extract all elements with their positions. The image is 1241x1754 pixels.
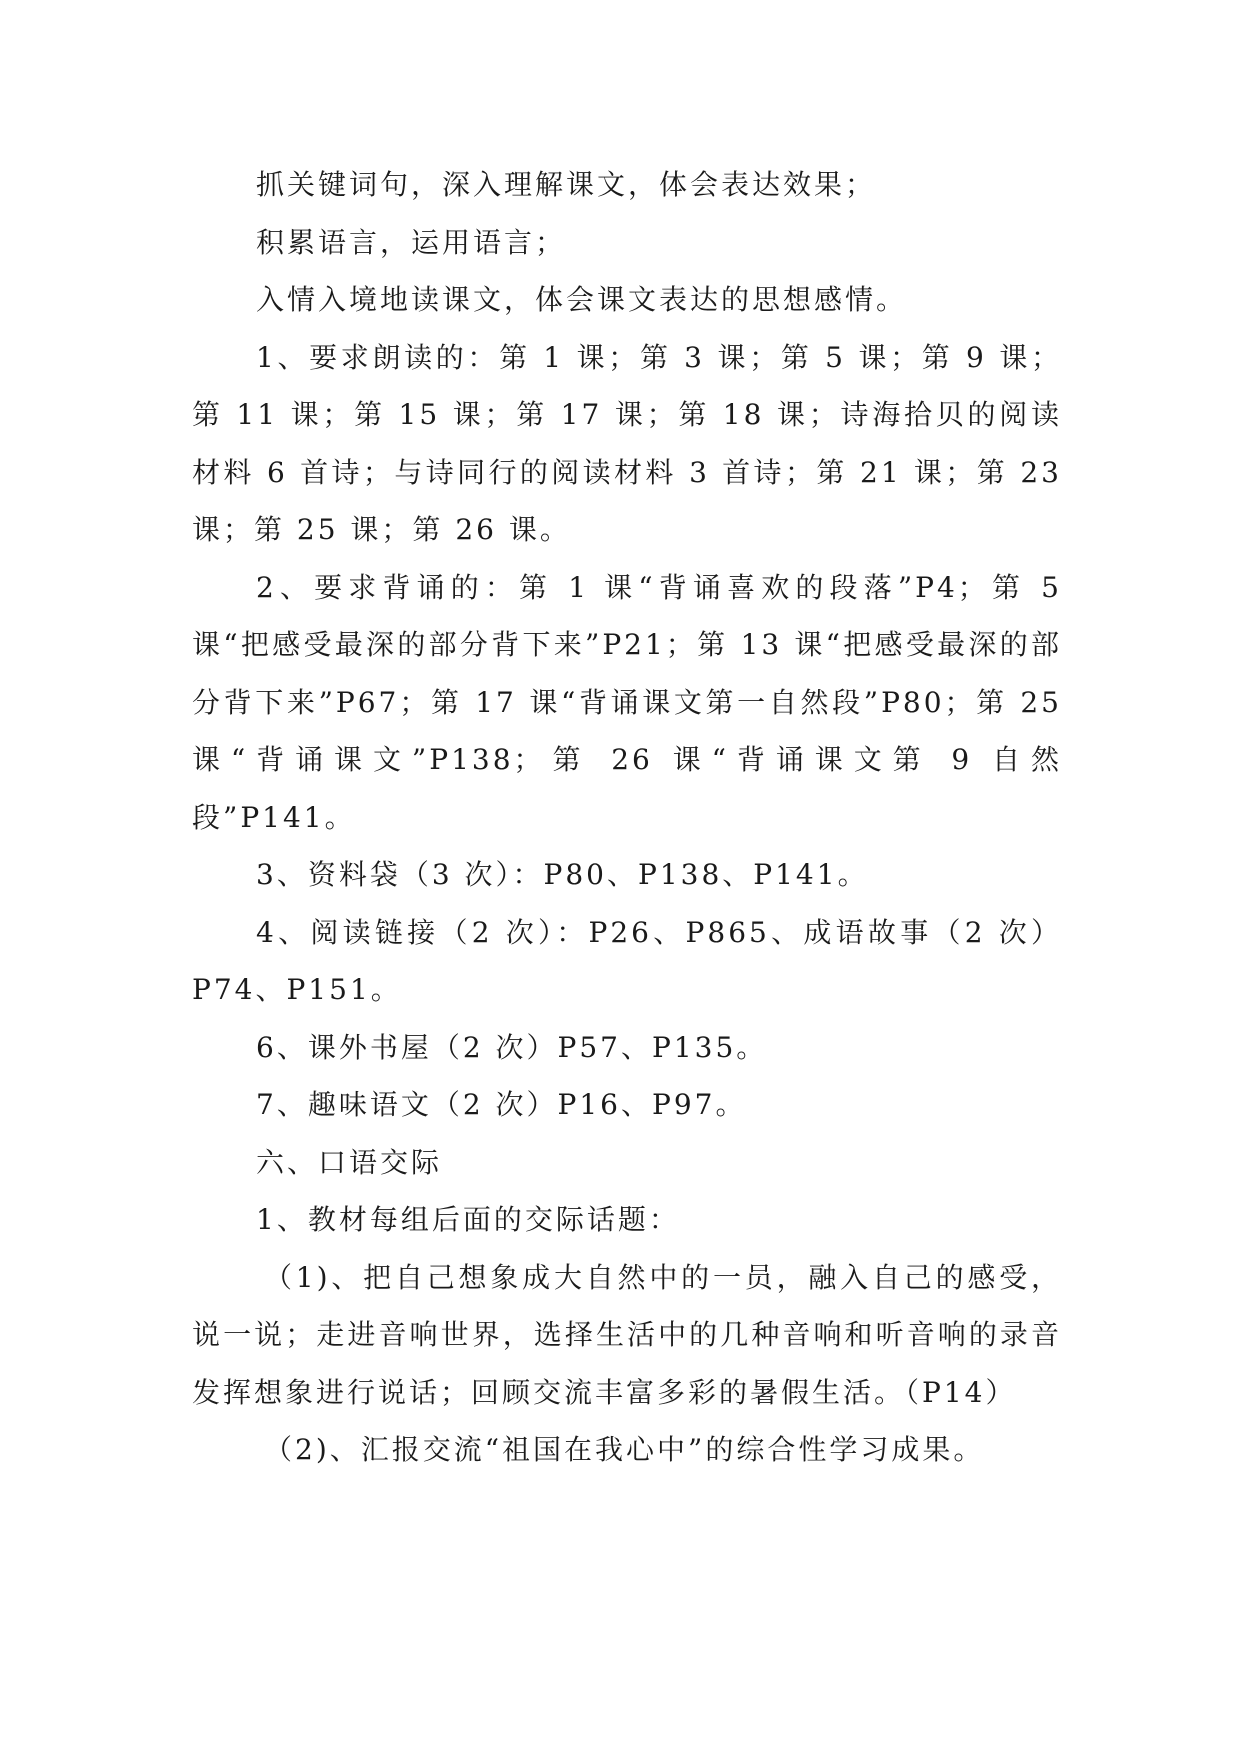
paragraph-emotional-reading: 入情入境地读课文，体会课文表达的思想感情。 — [256, 283, 908, 316]
paragraph-fun-chinese: 7、趣味语文（2 次）P16、P97。 — [256, 1088, 747, 1121]
paragraph-reading-links: 4、阅读链接（2 次）：P26、P865、成语故事（2 次）P74、P151。 — [192, 915, 1062, 1006]
document-body — [192, 156, 1062, 1479]
paragraph-read-aloud-list: 1、要求朗读的：第 1 课；第 3 课；第 5 课；第 9 课；第 11 课；第 15 课；第 17 课；第 18 课；诗海拾贝的阅读材料 6 首诗；与诗同行的阅读材料 3 首诗；第 21 课；第 23 课；第 25 课；第 26 课。 — [192, 340, 1062, 546]
paragraph-topic-1: （1)、把自己想象成大自然中的一员，融入自己的感受，说一说；走进音响世界，选择生活中的几种音响和听音响的录音发挥想象进行说话；回顾交流丰富多彩的暑假生活。（P14） — [192, 1260, 1062, 1409]
paragraph-topic-2: （2)、汇报交流“祖国在我心中”的综合性学习成果。 — [264, 1433, 985, 1466]
paragraph-key-sentences: 抓关键词句，深入理解课文，体会表达效果； — [256, 168, 877, 201]
paragraph-recitation-list: 2、要求背诵的：第 1 课“背诵喜欢的段落”P4；第 5 课“把感受最深的部分背下来”P21；第 13 课“把感受最深的部分背下来”P67；第 17 课“背诵课文第一自然段”P80；第 25 课“背诵课文”P138；第 26 课“背诵课文第 9 自然段”P141。 — [192, 570, 1062, 834]
paragraph-communication-topics: 1、教材每组后面的交际话题： — [256, 1203, 680, 1236]
paragraph-extracurricular-books: 6、课外书屋（2 次）P57、P135。 — [256, 1030, 768, 1064]
paragraph-language-accumulation: 积累语言，运用语言； — [256, 225, 567, 259]
paragraph-resource-bag: 3、资料袋（3 次）：P80、P138、P141。 — [256, 858, 869, 891]
section-heading-oral-communication: 六、口语交际 — [256, 1145, 443, 1179]
